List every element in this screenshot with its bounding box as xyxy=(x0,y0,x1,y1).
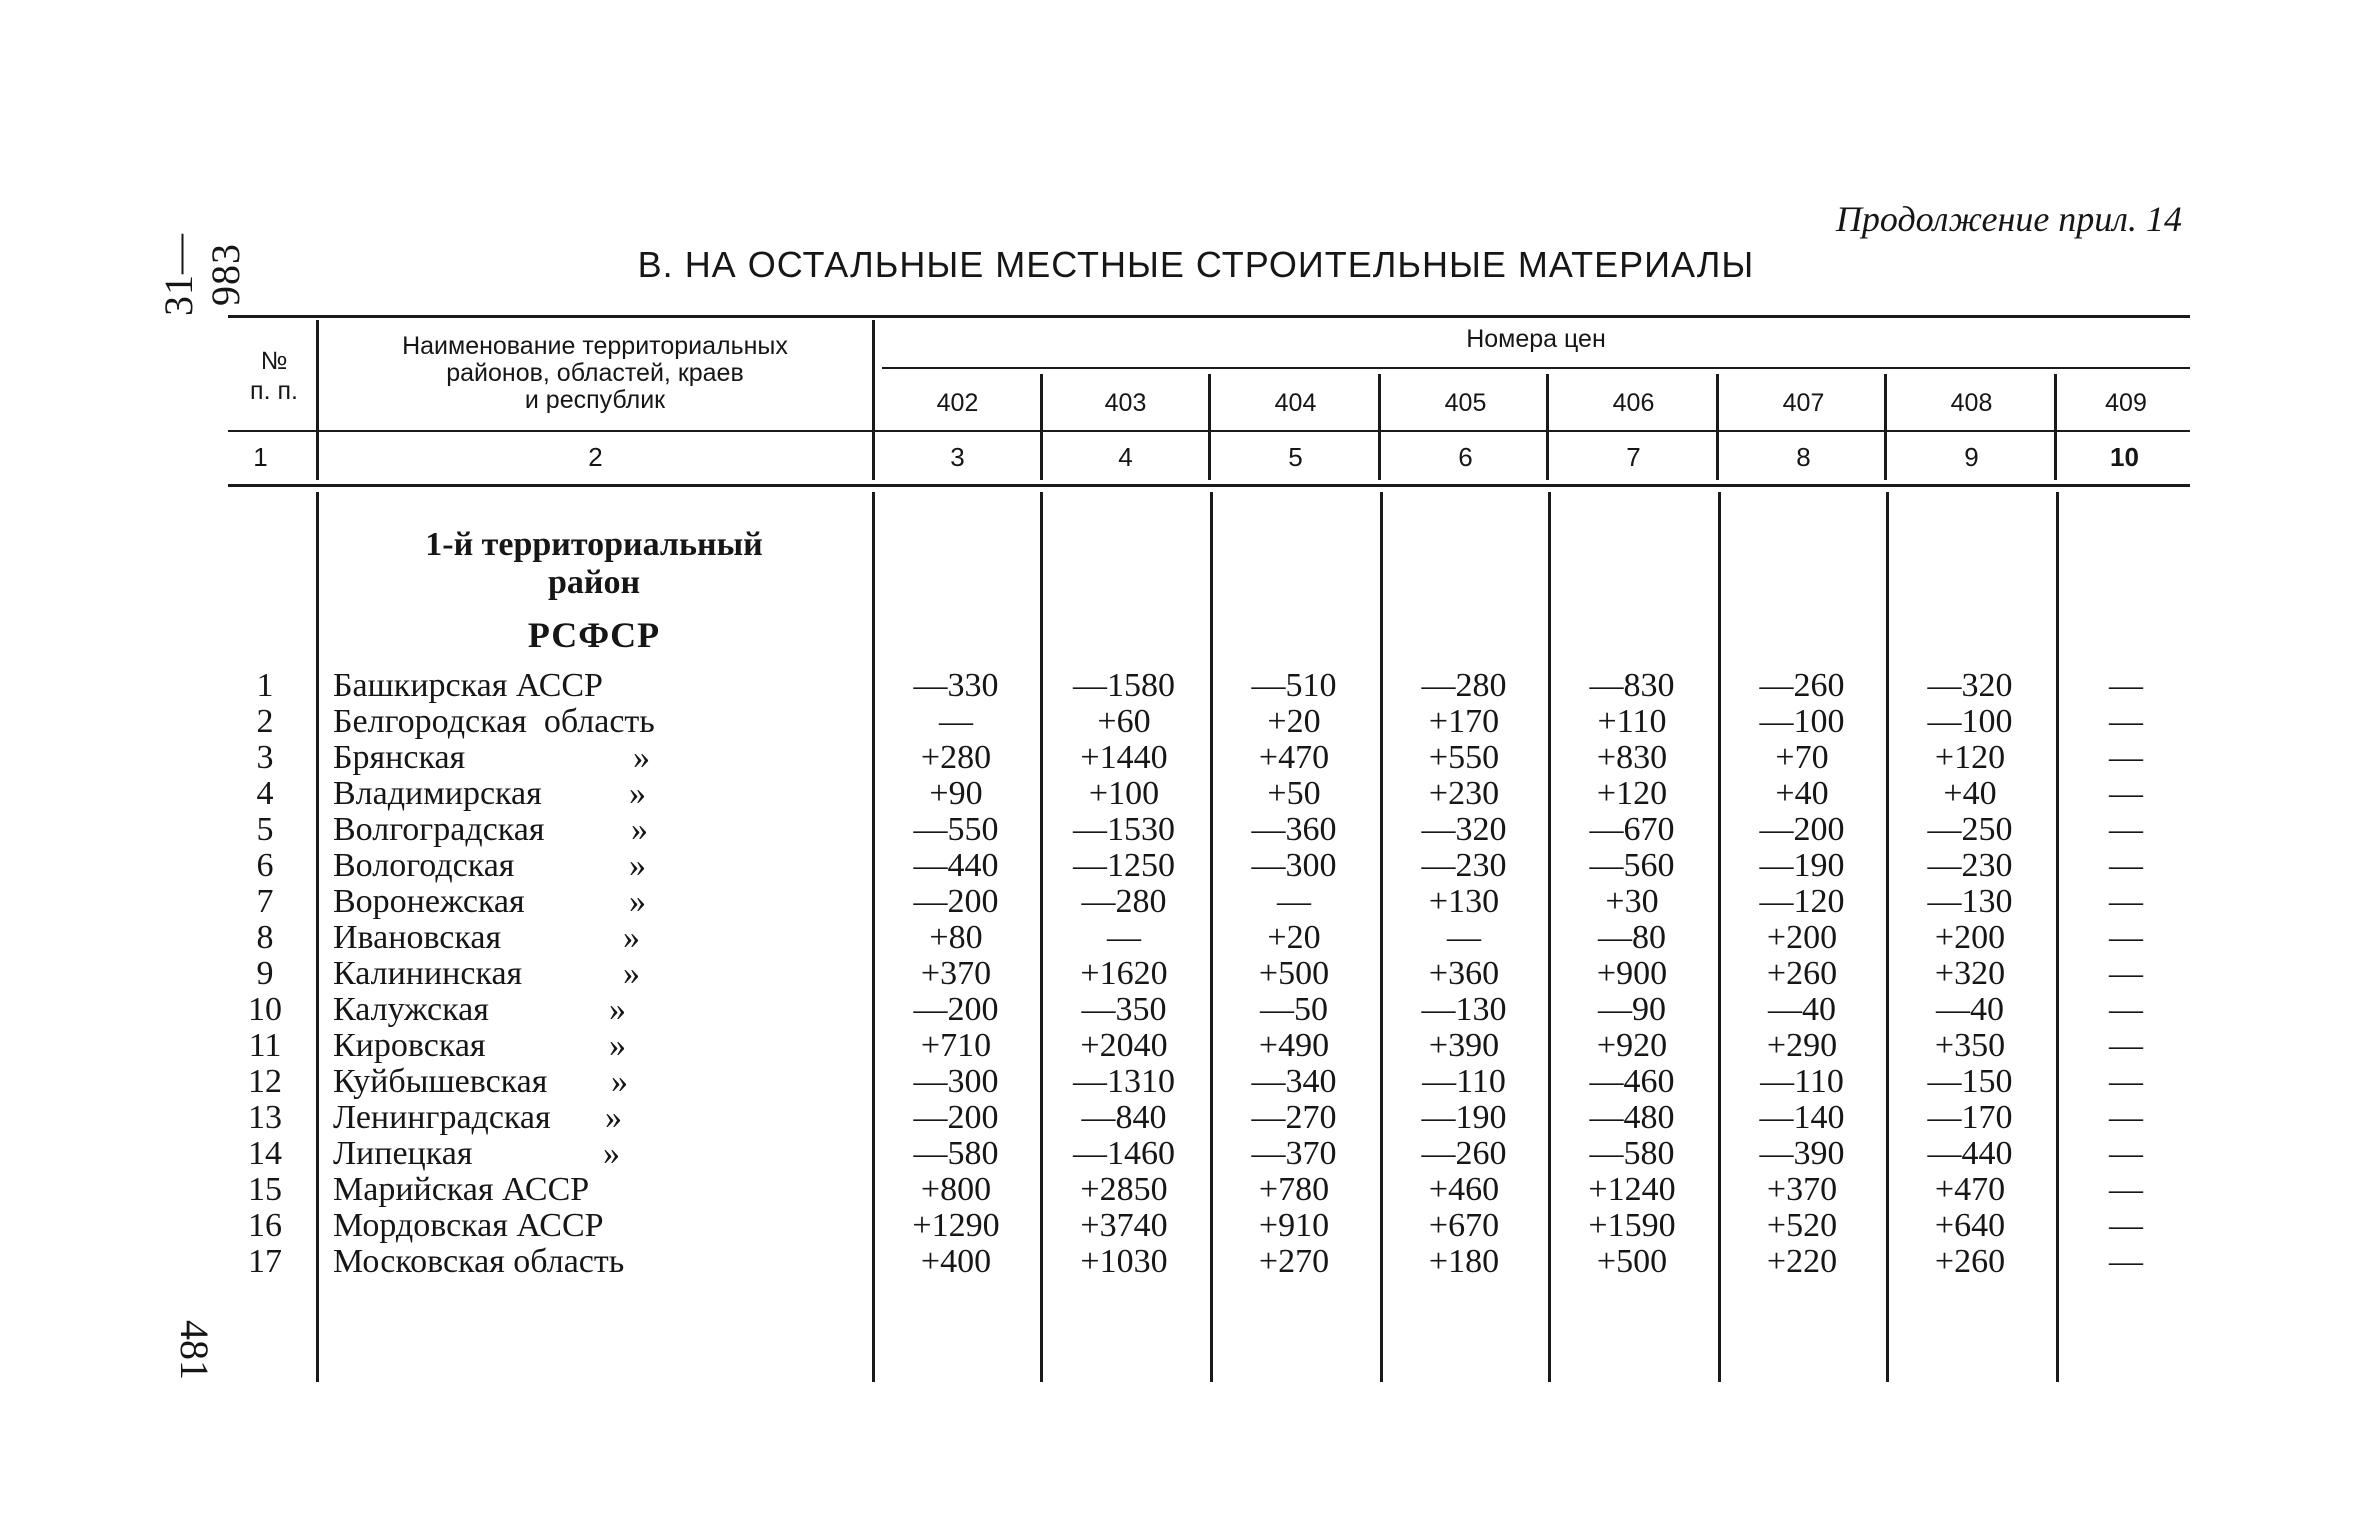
ditto-mark: » xyxy=(623,955,640,992)
header-divider xyxy=(1716,374,1719,480)
price-value: —670 xyxy=(1589,811,1675,848)
price-value: +50 xyxy=(1267,775,1321,812)
ditto-mark: » xyxy=(603,1135,620,1172)
column-number: 6 xyxy=(1458,442,1473,472)
row-number: 10 xyxy=(248,991,282,1028)
price-code-409: 409 xyxy=(2105,389,2147,417)
table-row xyxy=(0,1244,2362,1280)
price-value: —370 xyxy=(1251,1135,1337,1172)
header-number-label: № п. п. xyxy=(250,347,298,405)
price-value: +640 xyxy=(1934,1207,2006,1244)
column-number: 7 xyxy=(1626,442,1641,472)
price-value: —50 xyxy=(1260,991,1328,1028)
price-value: —40 xyxy=(1936,991,2004,1028)
price-value: —510 xyxy=(1251,667,1337,704)
prices-subheader-rule xyxy=(882,367,2190,369)
table-top-rule xyxy=(228,315,2190,318)
row-number: 5 xyxy=(256,811,274,848)
price-value: —230 xyxy=(1421,847,1507,884)
price-value: —480 xyxy=(1589,1099,1675,1136)
price-value: — xyxy=(2109,1207,2143,1244)
price-value: — xyxy=(2109,1099,2143,1136)
price-value: +100 xyxy=(1088,775,1160,812)
price-value: —110 xyxy=(1422,1063,1506,1100)
price-value: +500 xyxy=(1596,1243,1668,1280)
price-value: —550 xyxy=(913,811,999,848)
price-value: +780 xyxy=(1258,1171,1330,1208)
price-value: —300 xyxy=(913,1063,999,1100)
price-value: +800 xyxy=(920,1171,992,1208)
price-value: +280 xyxy=(920,739,992,776)
row-number: 1 xyxy=(256,667,274,704)
price-value: —440 xyxy=(1927,1135,2013,1172)
price-value: +370 xyxy=(920,955,992,992)
price-value: —390 xyxy=(1759,1135,1845,1172)
price-value: —190 xyxy=(1759,847,1845,884)
row-number: 3 xyxy=(256,739,274,776)
price-value: +1590 xyxy=(1588,1207,1676,1244)
price-value: —260 xyxy=(1421,1135,1507,1172)
price-value: —100 xyxy=(1759,703,1845,740)
price-value: +500 xyxy=(1258,955,1330,992)
row-number: 2 xyxy=(256,703,274,740)
price-value: — xyxy=(2109,1063,2143,1100)
price-value: —200 xyxy=(913,991,999,1028)
table-row xyxy=(0,812,2362,848)
price-value: — xyxy=(2109,1135,2143,1172)
column-number: 5 xyxy=(1288,442,1303,472)
price-value: —80 xyxy=(1598,919,1666,956)
ditto-mark: » xyxy=(629,883,646,920)
region-name: Брянская » xyxy=(333,739,650,776)
row-number: 16 xyxy=(248,1207,282,1244)
column-number: 1 xyxy=(253,442,268,472)
price-value: — xyxy=(2109,1243,2143,1280)
price-value: +1030 xyxy=(1080,1243,1168,1280)
price-value: —1250 xyxy=(1073,847,1175,884)
price-value: — xyxy=(2109,883,2143,920)
price-value: —100 xyxy=(1927,703,2013,740)
price-value: +30 xyxy=(1605,883,1659,920)
price-value: +1440 xyxy=(1080,739,1168,776)
price-value: +130 xyxy=(1428,883,1500,920)
price-value: —130 xyxy=(1421,991,1507,1028)
price-value: — xyxy=(2109,811,2143,848)
price-value: +920 xyxy=(1596,1027,1668,1064)
region-heading: 1-й территориальный район xyxy=(425,526,763,601)
header-name-label: Наименование территориальных районов, областей, краев и республик xyxy=(402,332,788,414)
price-value: —200 xyxy=(913,1099,999,1136)
region-name: Белгородская область xyxy=(333,703,655,740)
table-row xyxy=(0,1208,2362,1244)
price-value: +470 xyxy=(1934,1171,2006,1208)
price-value: +350 xyxy=(1934,1027,2006,1064)
continuation-note: Продолжение прил. 14 xyxy=(1835,199,2182,239)
ditto-mark: » xyxy=(631,811,648,848)
table-row xyxy=(0,956,2362,992)
price-value: +2040 xyxy=(1080,1027,1168,1064)
region-name: Липецкая » xyxy=(333,1135,620,1172)
price-value: —460 xyxy=(1589,1063,1675,1100)
ditto-mark: » xyxy=(629,847,646,884)
region-name: Калининская » xyxy=(333,955,640,992)
price-value: —830 xyxy=(1589,667,1675,704)
table-row xyxy=(0,1100,2362,1136)
ditto-mark: » xyxy=(609,1027,626,1064)
price-value: —350 xyxy=(1081,991,1167,1028)
price-value: +320 xyxy=(1934,955,2006,992)
column-number: 4 xyxy=(1118,442,1133,472)
price-value: +370 xyxy=(1766,1171,1838,1208)
price-value: —130 xyxy=(1927,883,2013,920)
ditto-mark: » xyxy=(605,1099,622,1136)
price-value: +390 xyxy=(1428,1027,1500,1064)
price-value: — xyxy=(2109,703,2143,740)
price-value: +260 xyxy=(1766,955,1838,992)
price-value: —140 xyxy=(1759,1099,1845,1136)
price-value: —1460 xyxy=(1073,1135,1175,1172)
region-name: Калужская » xyxy=(333,991,626,1028)
price-value: +900 xyxy=(1596,955,1668,992)
price-value: +290 xyxy=(1766,1027,1838,1064)
region-name: Ленинградская » xyxy=(333,1099,622,1136)
price-value: —120 xyxy=(1759,883,1845,920)
price-code-405: 405 xyxy=(1444,389,1487,417)
price-value: —580 xyxy=(1589,1135,1675,1172)
price-value: —320 xyxy=(1421,811,1507,848)
row-number: 7 xyxy=(256,883,274,920)
price-value: —200 xyxy=(1759,811,1845,848)
price-value: +220 xyxy=(1766,1243,1838,1280)
price-value: +710 xyxy=(920,1027,992,1064)
document-code: 31—983 xyxy=(156,233,248,317)
region-name: Вологодская » xyxy=(333,847,646,884)
price-code-402: 402 xyxy=(936,389,979,417)
ditto-mark: » xyxy=(629,775,646,812)
row-number: 12 xyxy=(248,1063,282,1100)
table-row xyxy=(0,848,2362,884)
price-value: —40 xyxy=(1768,991,1836,1028)
region-name: Кировская » xyxy=(333,1027,626,1064)
ditto-mark: » xyxy=(623,919,640,956)
ditto-mark: » xyxy=(611,1063,628,1100)
price-value: +170 xyxy=(1428,703,1500,740)
row-number: 9 xyxy=(256,955,274,992)
price-value: — xyxy=(2109,991,2143,1028)
column-number: 3 xyxy=(950,442,965,472)
table-row xyxy=(0,776,2362,812)
price-code-403: 403 xyxy=(1104,389,1147,417)
price-value: +110 xyxy=(1597,703,1667,740)
price-value: —280 xyxy=(1081,883,1167,920)
republic-heading: РСФСР xyxy=(527,615,661,655)
price-value: —300 xyxy=(1251,847,1337,884)
price-value: +490 xyxy=(1258,1027,1330,1064)
price-value: +120 xyxy=(1596,775,1668,812)
region-name: Воронежская » xyxy=(333,883,646,920)
row-number: 13 xyxy=(248,1099,282,1136)
price-value: —280 xyxy=(1421,667,1507,704)
table-row xyxy=(0,1136,2362,1172)
price-value: —260 xyxy=(1759,667,1845,704)
price-value: —170 xyxy=(1927,1099,2013,1136)
row-number: 6 xyxy=(256,847,274,884)
price-value: — xyxy=(1277,883,1311,920)
price-value: +3740 xyxy=(1080,1207,1168,1244)
region-name: Марийская АССР xyxy=(333,1171,590,1208)
price-value: +550 xyxy=(1428,739,1500,776)
price-value: +20 xyxy=(1267,919,1321,956)
region-name: Владимирская » xyxy=(333,775,646,812)
column-number: 10 xyxy=(2110,442,2139,472)
price-value: +670 xyxy=(1428,1207,1500,1244)
ditto-mark: » xyxy=(609,991,626,1028)
price-value: —840 xyxy=(1081,1099,1167,1136)
table-row xyxy=(0,992,2362,1028)
row-number: 15 xyxy=(248,1171,282,1208)
header-divider xyxy=(1208,374,1211,480)
region-name: Волгоградская » xyxy=(333,811,648,848)
price-value: +2850 xyxy=(1080,1171,1168,1208)
price-value: — xyxy=(939,703,973,740)
price-value: — xyxy=(2109,1027,2143,1064)
region-name: Московская область xyxy=(333,1243,625,1280)
table-row xyxy=(0,1172,2362,1208)
price-value: +40 xyxy=(1775,775,1829,812)
row-number: 14 xyxy=(248,1135,282,1172)
price-value: —360 xyxy=(1251,811,1337,848)
price-value: +470 xyxy=(1258,739,1330,776)
price-value: — xyxy=(2109,955,2143,992)
price-value: +910 xyxy=(1258,1207,1330,1244)
price-code-408: 408 xyxy=(1950,389,1993,417)
table-row xyxy=(0,740,2362,776)
header-divider xyxy=(2054,374,2057,480)
price-value: +40 xyxy=(1943,775,1997,812)
price-value: —1530 xyxy=(1073,811,1175,848)
price-value: — xyxy=(1107,919,1141,956)
price-code-406: 406 xyxy=(1612,389,1655,417)
price-value: — xyxy=(2109,1171,2143,1208)
table-row xyxy=(0,668,2362,704)
price-value: +1620 xyxy=(1080,955,1168,992)
table-row xyxy=(0,920,2362,956)
price-value: +90 xyxy=(929,775,983,812)
price-value: — xyxy=(2109,775,2143,812)
price-value: +270 xyxy=(1258,1243,1330,1280)
column-number: 9 xyxy=(1964,442,1979,472)
header-prices-label: Номера цен xyxy=(1466,325,1606,353)
price-value: —330 xyxy=(913,667,999,704)
table-row xyxy=(0,704,2362,740)
price-value: +230 xyxy=(1428,775,1500,812)
region-name: Куйбышевская » xyxy=(333,1063,628,1100)
price-value: +1240 xyxy=(1588,1171,1676,1208)
price-value: —110 xyxy=(1760,1063,1844,1100)
row-number: 17 xyxy=(248,1243,282,1280)
column-number: 8 xyxy=(1796,442,1811,472)
row-number: 8 xyxy=(256,919,274,956)
table-row xyxy=(0,1064,2362,1100)
table-row xyxy=(0,884,2362,920)
price-value: —270 xyxy=(1251,1099,1337,1136)
price-value: +200 xyxy=(1934,919,2006,956)
price-value: +460 xyxy=(1428,1171,1500,1208)
price-value: +260 xyxy=(1934,1243,2006,1280)
price-value: —440 xyxy=(913,847,999,884)
region-name: Ивановская » xyxy=(333,919,640,956)
section-title: В. НА ОСТАЛЬНЫЕ МЕСТНЫЕ СТРОИТЕЛЬНЫЕ МАТЕРИАЛЫ xyxy=(637,244,1755,285)
price-value: — xyxy=(2109,739,2143,776)
price-code-404: 404 xyxy=(1274,389,1317,417)
row-number: 4 xyxy=(256,775,274,812)
price-value: —320 xyxy=(1927,667,2013,704)
page-number: 481 xyxy=(172,1320,217,1380)
price-value: —200 xyxy=(913,883,999,920)
price-value: +180 xyxy=(1428,1243,1500,1280)
price-value: +60 xyxy=(1097,703,1151,740)
price-value: —150 xyxy=(1927,1063,2013,1100)
region-name: Мордовская АССР xyxy=(333,1207,604,1244)
price-value: +70 xyxy=(1775,739,1829,776)
price-value: —90 xyxy=(1598,991,1666,1028)
price-value: —1580 xyxy=(1073,667,1175,704)
price-value: — xyxy=(2109,847,2143,884)
column-numbers-rule xyxy=(228,484,2190,487)
price-value: +120 xyxy=(1934,739,2006,776)
region-name: Башкирская АССР xyxy=(333,667,603,704)
table-row xyxy=(0,1028,2362,1064)
price-value: — xyxy=(2109,667,2143,704)
price-value: +200 xyxy=(1766,919,1838,956)
price-value: +20 xyxy=(1267,703,1321,740)
price-value: —1310 xyxy=(1073,1063,1175,1100)
header-divider xyxy=(1378,374,1381,480)
price-value: +830 xyxy=(1596,739,1668,776)
price-value: —230 xyxy=(1927,847,2013,884)
price-value: +520 xyxy=(1766,1207,1838,1244)
price-value: — xyxy=(2109,919,2143,956)
price-value: —190 xyxy=(1421,1099,1507,1136)
price-code-407: 407 xyxy=(1782,389,1825,417)
row-number: 11 xyxy=(248,1027,282,1064)
price-value: —250 xyxy=(1927,811,2013,848)
price-value: +80 xyxy=(929,919,983,956)
price-value: +400 xyxy=(920,1243,992,1280)
price-value: —580 xyxy=(913,1135,999,1172)
ditto-mark: » xyxy=(633,739,650,776)
price-value: +360 xyxy=(1428,955,1500,992)
price-value: +1290 xyxy=(912,1207,1000,1244)
column-number: 2 xyxy=(588,442,603,472)
price-value: —340 xyxy=(1251,1063,1337,1100)
price-value: —560 xyxy=(1589,847,1675,884)
price-value: — xyxy=(1447,919,1481,956)
